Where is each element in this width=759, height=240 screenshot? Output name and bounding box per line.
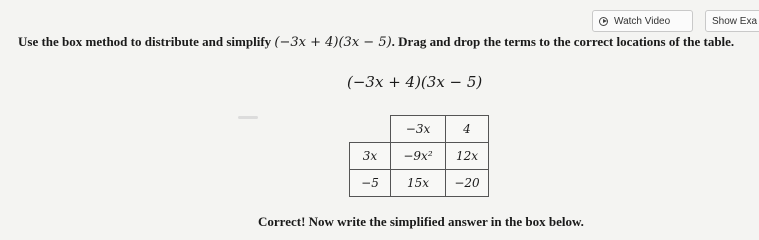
drop-cell[interactable]: 12x (446, 143, 489, 170)
toolbar (0, 6, 759, 36)
row-header: −5 (350, 170, 391, 197)
column-header: −3x (391, 116, 446, 143)
expression-display: (−3x + 4)(3x − 5) (347, 73, 483, 91)
box-method-table (349, 115, 489, 197)
watch-video-button[interactable] (592, 10, 693, 32)
instruction-suffix: . Drag and drop the terms to the correct locations of the table. (391, 34, 735, 49)
row-header: 3x (350, 143, 391, 170)
instruction-expression: (−3x + 4)(3x − 5) (274, 35, 392, 50)
drop-cell[interactable]: 15x (391, 170, 446, 197)
drop-cell[interactable]: −20 (446, 170, 489, 197)
column-header: 4 (446, 116, 489, 143)
play-icon (599, 17, 608, 26)
table-header-row (350, 116, 489, 143)
feedback-message: Correct! Now write the simplified answer in the box below. (258, 214, 584, 229)
corner-cell (350, 116, 391, 143)
show-example-button[interactable] (705, 10, 759, 32)
show-example-label: Show Exa (712, 15, 758, 27)
table-row (350, 170, 489, 197)
drag-term-placeholder[interactable] (238, 116, 258, 119)
table-row (350, 143, 489, 170)
drop-cell[interactable]: −9x² (391, 143, 446, 170)
instruction-prefix: Use the box method to distribute and simplify (18, 34, 275, 49)
watch-video-label: Watch Video (614, 15, 671, 27)
problem-instruction (18, 34, 758, 50)
